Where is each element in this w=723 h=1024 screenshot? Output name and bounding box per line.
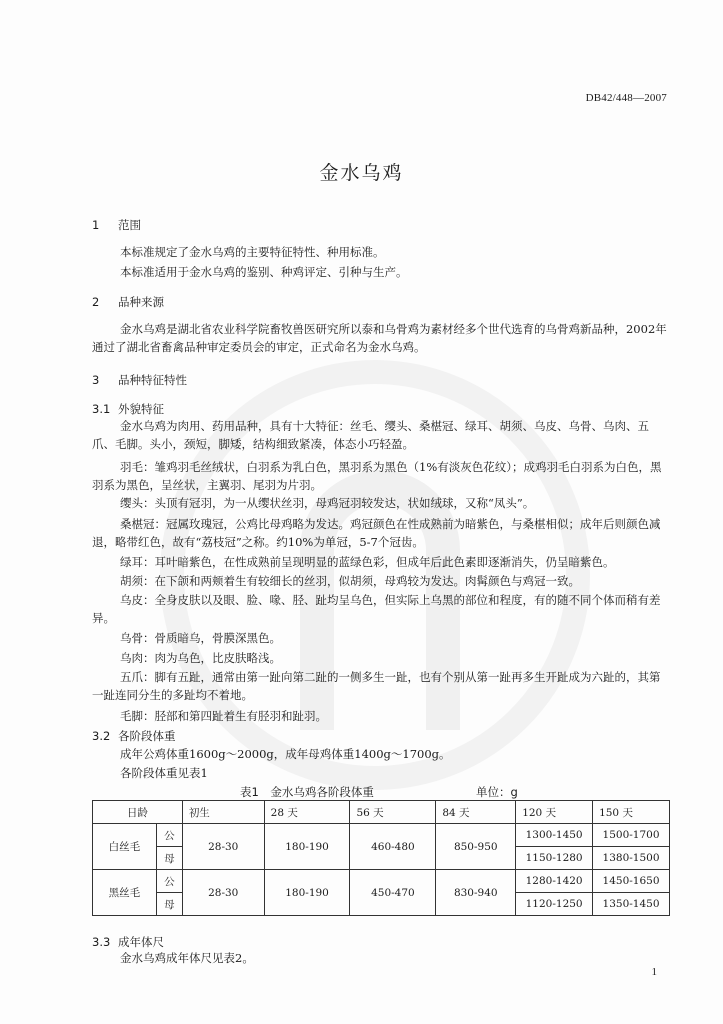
header-cell: 初生: [182, 801, 264, 824]
black-bone-paragraph: 乌骨：骨质暗乌，骨膜深黑色。: [120, 631, 281, 645]
table-row: [93, 824, 670, 847]
table-row: [93, 870, 670, 893]
scope-paragraph-1: 本标准规定了金水乌鸡的主要特征特性、种用标准。: [120, 245, 385, 259]
header-cell: 日龄: [93, 801, 183, 824]
appearance-paragraph: 金水乌鸡为肉用、药用品种，具有十大特征：丝毛、缨头、桑椹冠、绿耳、胡须、乌皮、乌骨、乌肉、五爪、毛脚。头小，颈短，脚矮，结构细致紧凑，体态小巧轻盈。: [92, 419, 649, 451]
value-cell: 1500-1700: [593, 824, 670, 847]
weight-table-ref: 各阶段体重见表1: [120, 766, 208, 780]
section-2-heading: [92, 294, 164, 310]
table-1-unit: 单位：g: [476, 785, 518, 799]
value-cell: 450-470: [350, 870, 436, 916]
value-cell: 180-190: [264, 870, 350, 916]
sex-cell: 母: [156, 893, 182, 916]
section-number: 1: [92, 218, 100, 232]
section-3-2-heading: [92, 728, 176, 744]
section-title: 品种来源: [118, 295, 164, 309]
value-cell: 850-950: [436, 824, 516, 870]
beard-paragraph: 胡须：在下颌和两颊着生有较细长的丝羽，似胡须，母鸡较为发达。肉髯颜色与鸡冠一致。: [120, 574, 580, 588]
comb-paragraph: 桑椹冠：冠属玫瑰冠，公鸡比母鸡略为发达。鸡冠颜色在性成熟前为暗紫色，与桑椹相似；成年后则颜色减退，略带红色，故有“荔枝冠”之称。约10%为单冠，5-7个冠齿。: [92, 517, 661, 549]
header-cell: 120 天: [516, 801, 593, 824]
page-number: 1: [651, 966, 657, 978]
section-title: 各阶段体重: [118, 729, 176, 743]
table-header-row: [93, 801, 670, 824]
section-number: 3: [92, 373, 100, 387]
table-1-caption: 表1 金水乌鸡各阶段体重: [240, 785, 374, 799]
section-1-heading: [92, 217, 141, 233]
weight-table: [92, 800, 670, 916]
section-number: 3.2: [92, 729, 111, 743]
sex-cell: 母: [156, 847, 182, 870]
header-cell: 150 天: [593, 801, 670, 824]
value-cell: 1300-1450: [516, 824, 593, 847]
five-toes-paragraph: 五爪：脚有五趾，通常由第一趾向第二趾的一侧多生一趾，也有个别从第一趾再多生开趾成为六趾的，其第一趾连同分生的多趾均不着地。: [92, 670, 661, 702]
origin-paragraph: 金水乌鸡是湖北省农业科学院畜牧兽医研究所以泰和乌骨鸡为素材经多个世代选育的乌骨鸡新品种，2002年通过了湖北省畜禽品种审定委员会的审定，正式命名为金水乌鸡。: [92, 322, 667, 354]
section-3-3-heading: [92, 934, 164, 950]
value-cell: 460-480: [350, 824, 436, 870]
value-cell: 1120-1250: [516, 893, 593, 916]
value-cell: 1150-1280: [516, 847, 593, 870]
document-title: 金水乌鸡: [319, 162, 404, 184]
black-skin-paragraph: 乌皮：全身皮肤以及眼、脸、喙、胫、趾均呈乌色，但实际上乌黑的部位和程度，有的随不同个体而稍有差异。: [92, 593, 661, 625]
section-title: 外貌特征: [118, 402, 164, 416]
value-cell: 1280-1420: [516, 870, 593, 893]
section-title: 成年体尺: [118, 935, 164, 949]
green-ear-paragraph: 绿耳：耳叶暗紫色，在性成熟前呈现明显的蓝绿色彩，但成年后此色素即逐渐消失，仍呈暗紫色。: [120, 555, 615, 569]
header-cell: 28 天: [264, 801, 350, 824]
value-cell: 830-940: [436, 870, 516, 916]
section-title: 范围: [118, 218, 141, 232]
section-3-heading: [92, 372, 187, 388]
feathered-feet-paragraph: 毛脚：胫部和第四趾着生有胫羽和趾羽。: [120, 709, 327, 723]
body-size-paragraph: 金水乌鸡成年体尺见表2。: [120, 951, 254, 965]
feather-paragraph: 羽毛：雏鸡羽毛丝绒状，白羽系为乳白色，黑羽系为黑色（1%有淡灰色花纹）；成鸡羽毛白羽系为白色，黑羽系为黑色，呈丝状，主翼羽、尾羽为片羽。: [92, 460, 662, 492]
value-cell: 1450-1650: [593, 870, 670, 893]
value-cell: 180-190: [264, 824, 350, 870]
header-cell: 84 天: [436, 801, 516, 824]
section-3-1-heading: [92, 401, 164, 417]
weight-paragraph: 成年公鸡体重1600g～2000g，成年母鸡体重1400g～1700g。: [120, 747, 451, 761]
section-number: 3.3: [92, 935, 111, 949]
scope-paragraph-2: 本标准适用于金水乌鸡的鉴别、种鸡评定、引种与生产。: [120, 265, 408, 279]
header-cell: 56 天: [350, 801, 436, 824]
section-number: 2: [92, 295, 100, 309]
sex-cell: 公: [156, 870, 182, 893]
crest-paragraph: 缨头：头顶有冠羽，为一从缨状丝羽，母鸡冠羽较发达，状如绒球，又称“凤头”。: [120, 496, 535, 510]
standard-code: DB42/448—2007: [585, 92, 667, 104]
group-name-cell: 黑丝毛: [93, 870, 157, 916]
section-number: 3.1: [92, 402, 111, 416]
black-meat-paragraph: 乌肉：肉为乌色，比皮肤略浅。: [120, 651, 281, 665]
value-cell: 1350-1450: [593, 893, 670, 916]
value-cell: 28-30: [182, 824, 264, 870]
value-cell: 28-30: [182, 870, 264, 916]
value-cell: 1380-1500: [593, 847, 670, 870]
section-title: 品种特征特性: [118, 373, 187, 387]
group-name-cell: 白丝毛: [93, 824, 157, 870]
sex-cell: 公: [156, 824, 182, 847]
